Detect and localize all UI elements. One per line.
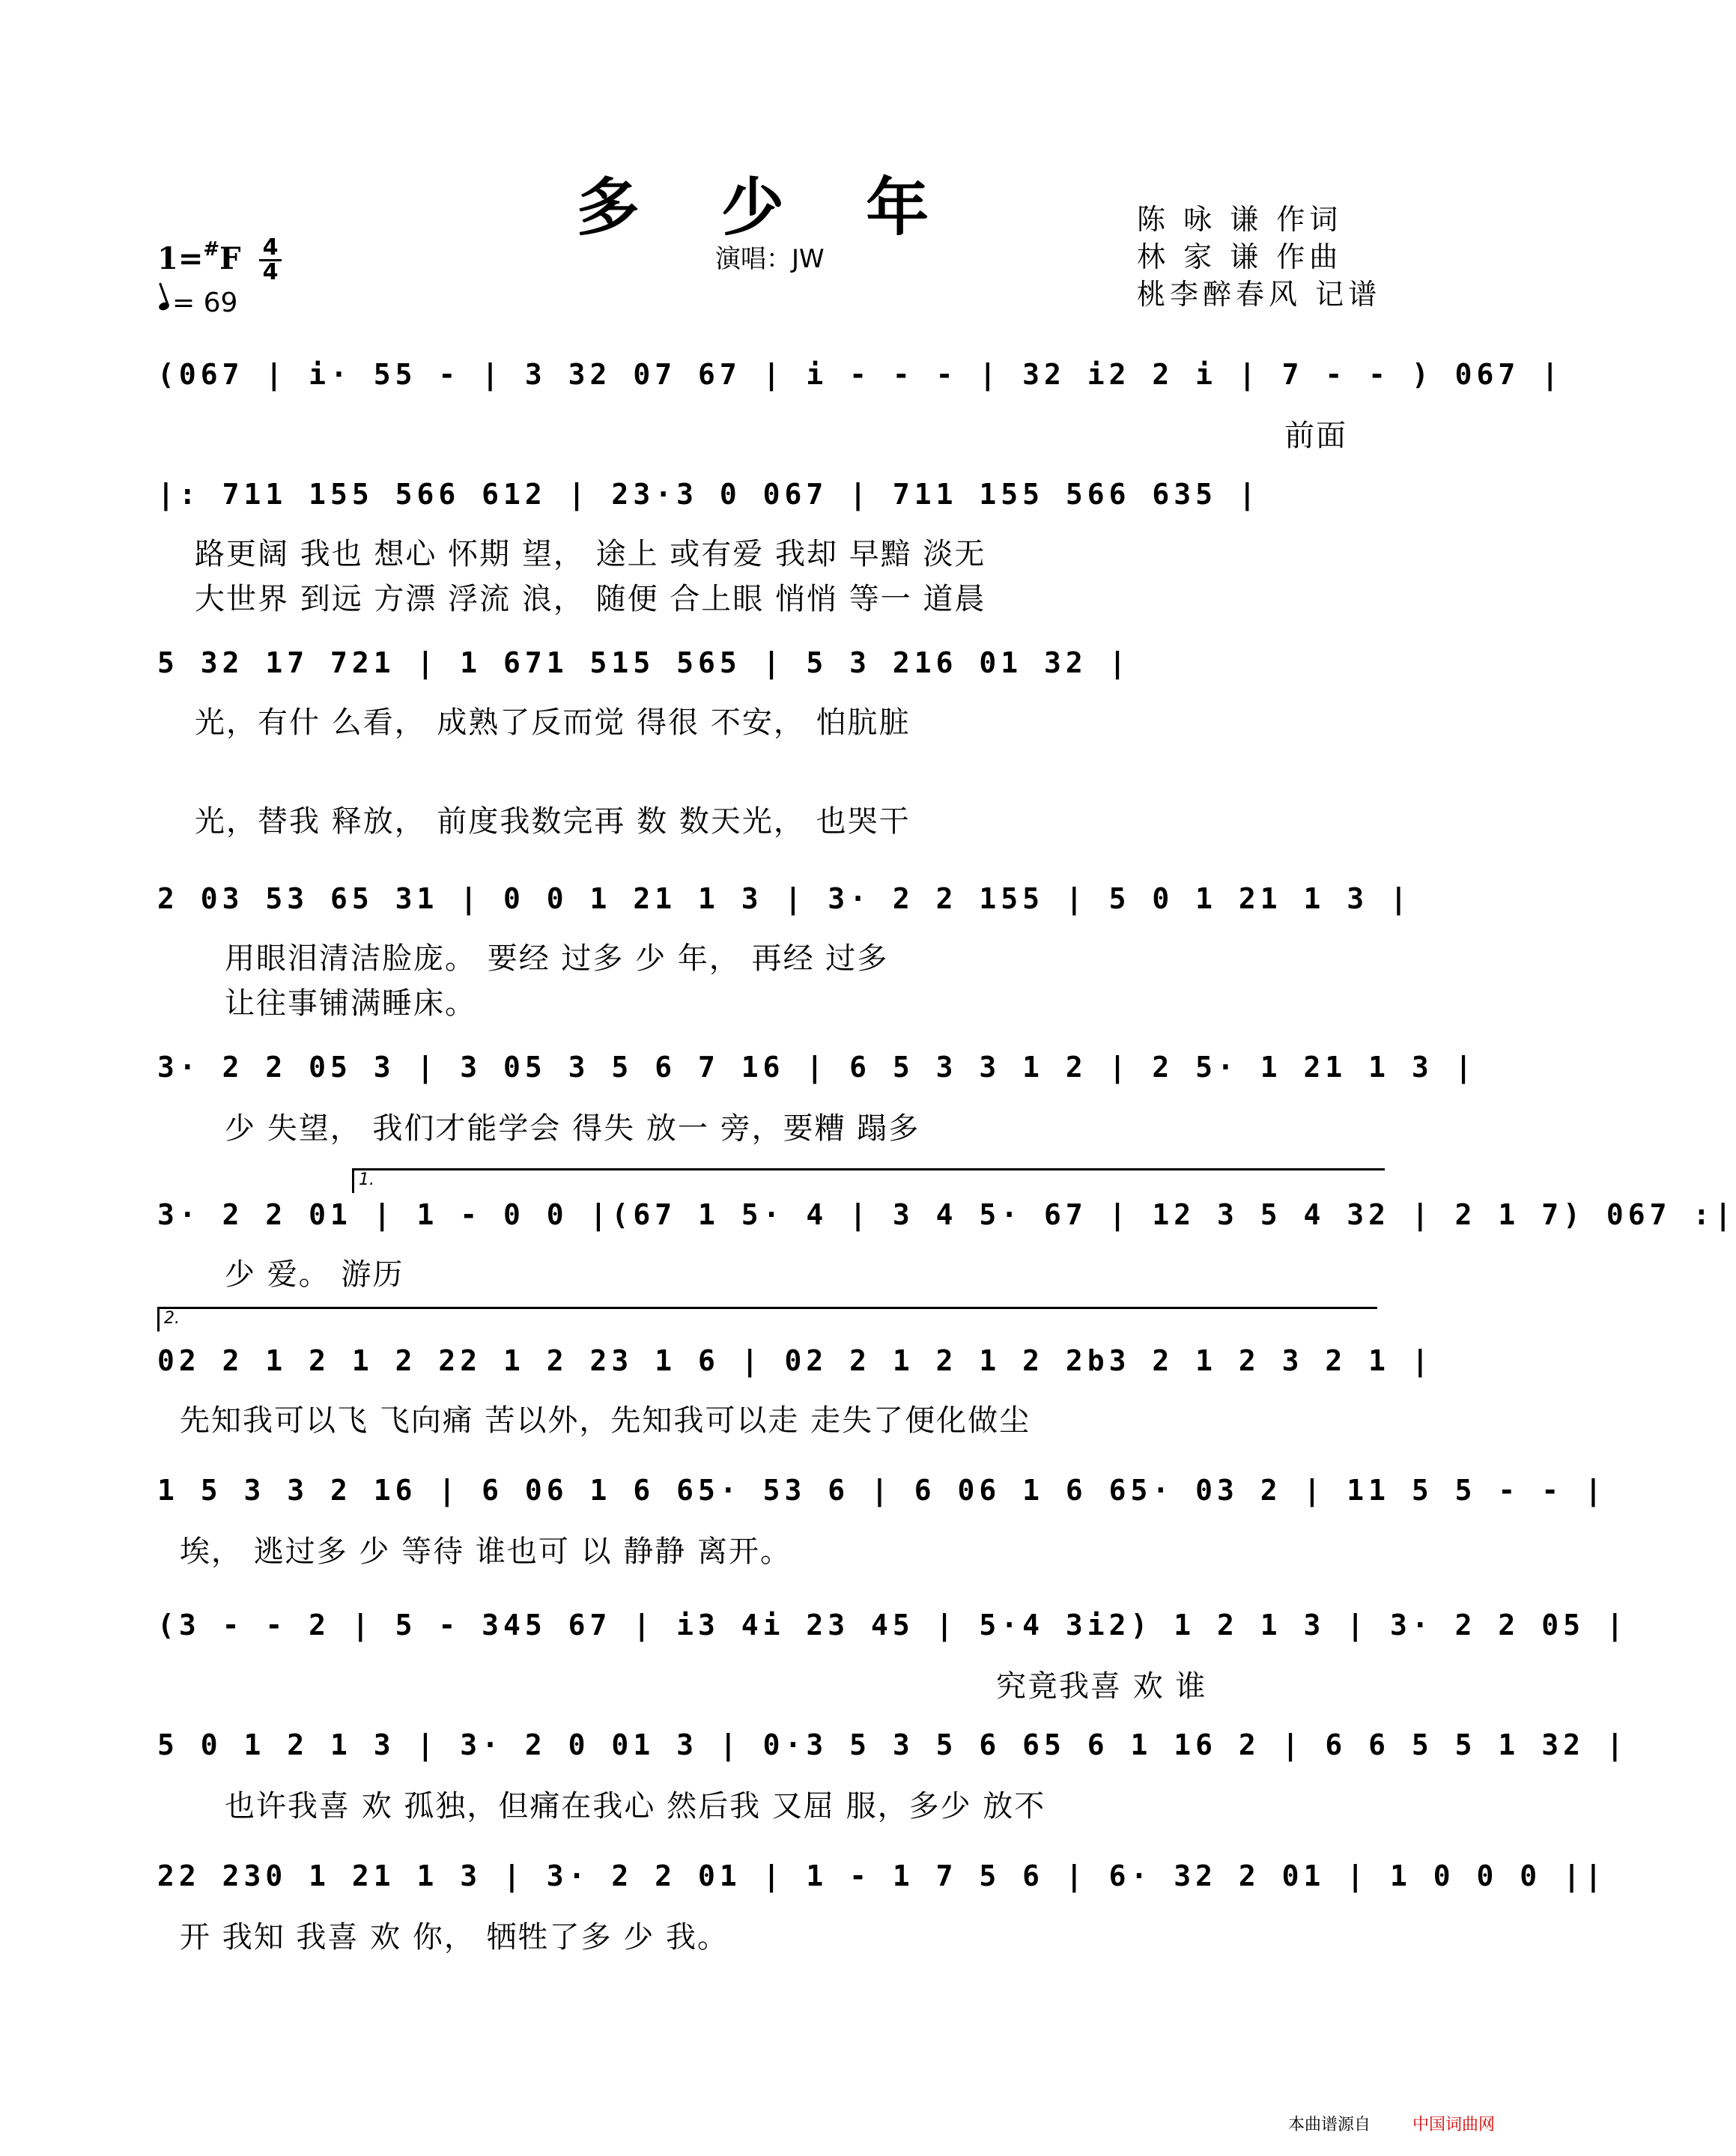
lyrics-line: 先知我可以飞 飞向痛 苦以外，先知我可以走 走失了便化做尘 <box>180 1403 1031 1438</box>
second-ending-bracket: 2. <box>157 1307 1377 1331</box>
transcriber-credit: 桃李醉春风 记谱 <box>1137 278 1382 311</box>
lyrics-line: 究竟我喜 欢 谁 <box>996 1669 1207 1704</box>
lyrics-line: 埃， 逃过多 少 等待 谁也可 以 静静 离开。 <box>180 1534 792 1569</box>
lyrics-line: 开 我知 我喜 欢 你， 牺牲了多 少 我。 <box>180 1920 729 1955</box>
lyrics-line-verse-2: 光，替我 释放， 前度我数完再 数 数天光， 也哭干 <box>195 804 911 839</box>
time-signature: 4 4 <box>259 237 282 284</box>
first-ending-bracket: 1. <box>352 1168 1385 1193</box>
notation-line: (3 - - 2 | 5 - 345 67 | i3 4i 23 45 | 5·4 3i2) 1 2 1 3 | 3· 2 2 05 | <box>157 1609 1628 1642</box>
lyrics-line-verse-2: 大世界 到远 方漂 浮流 浪， 随便 合上眼 悄悄 等一 道晨 <box>195 582 986 616</box>
composer-credit: 林 家 谦 作曲 <box>1137 240 1343 273</box>
footer-source-text: 本曲谱源自 <box>1288 2116 1371 2134</box>
credits-block <box>1137 201 1381 313</box>
notation-line: 3· 2 2 01 | 1 - 0 0 |(67 1 5· 4 | 3 4 5· 67 | 12 3 5 4 32 | 2 1 7) 067 :| <box>157 1198 1736 1231</box>
notation-line: 3· 2 2 05 3 | 3 05 3 5 6 7 16 | 6 5 3 3 1 2 | 2 5· 1 21 1 3 | <box>157 1051 1477 1084</box>
notation-line: 22 230 1 21 1 3 | 3· 2 2 01 | 1 - 1 7 5 6 | 6· 32 2 01 | 1 0 0 0 || <box>157 1859 1606 1892</box>
notation-line: |: 711 155 566 612 | 23·3 0 067 | 711 155 566 635 | <box>157 478 1260 511</box>
tempo-marking: = 69 <box>159 288 237 318</box>
lyrics-line: 也许我喜 欢 孤独，但痛在我心 然后我 又屈 服，多少 放不 <box>225 1789 1046 1824</box>
quarter-note-icon <box>158 301 171 312</box>
lyricist-credit: 陈 咏 谦 作词 <box>1137 203 1343 236</box>
song-title: 多 少 年 <box>576 170 959 244</box>
footer-site-link[interactable]: 中国词曲网 <box>1412 2116 1496 2134</box>
lyrics-line: 前面 <box>1284 419 1347 453</box>
notation-line: (067 | i· 55 - | 3 32 07 67 | i - - - | 32 i2 2 i | 7 - - ) 067 | <box>157 358 1564 391</box>
notation-line: 5 0 1 2 1 3 | 3· 2 0 01 3 | 0·3 5 3 5 6 65 6 1 16 2 | 6 6 5 5 1 32 | <box>157 1728 1628 1761</box>
lyrics-line-verse-2: 让往事铺满睡床。 <box>225 986 476 1021</box>
notation-line: 02 2 1 2 1 2 22 1 2 23 1 6 | 02 2 1 2 1 2 2b3 2 1 2 3 2 1 | <box>157 1344 1433 1377</box>
notation-line: 1 5 3 3 2 16 | 6 06 1 6 65· 53 6 | 6 06 1 6 65· 03 2 | 11 5 5 - - | <box>157 1474 1606 1507</box>
singer-credit: 演唱：JW <box>715 244 825 274</box>
notation-line: 5 32 17 721 | 1 671 515 565 | 5 3 216 01 32 | <box>157 646 1131 679</box>
lyrics-line-verse-1: 用眼泪清洁脸庞。 要经 过多 少 年， 再经 过多 <box>225 941 889 976</box>
lyrics-line-verse-1: 光，有什 么看， 成熟了反而觉 得很 不安， 怕肮脏 <box>195 705 911 740</box>
key-signature: 1=#F <box>157 238 241 276</box>
lyrics-line: 少 爱。 游历 <box>225 1257 404 1292</box>
lyrics-line-verse-1: 路更阔 我也 想心 怀期 望， 途上 或有爱 我却 早黯 淡无 <box>195 537 986 571</box>
notation-line: 2 03 53 65 31 | 0 0 1 21 1 3 | 3· 2 2 155 | 5 0 1 21 1 3 | <box>157 882 1412 915</box>
lyrics-line: 少 失望， 我们才能学会 得失 放一 旁，要糟 蹋多 <box>225 1111 920 1146</box>
